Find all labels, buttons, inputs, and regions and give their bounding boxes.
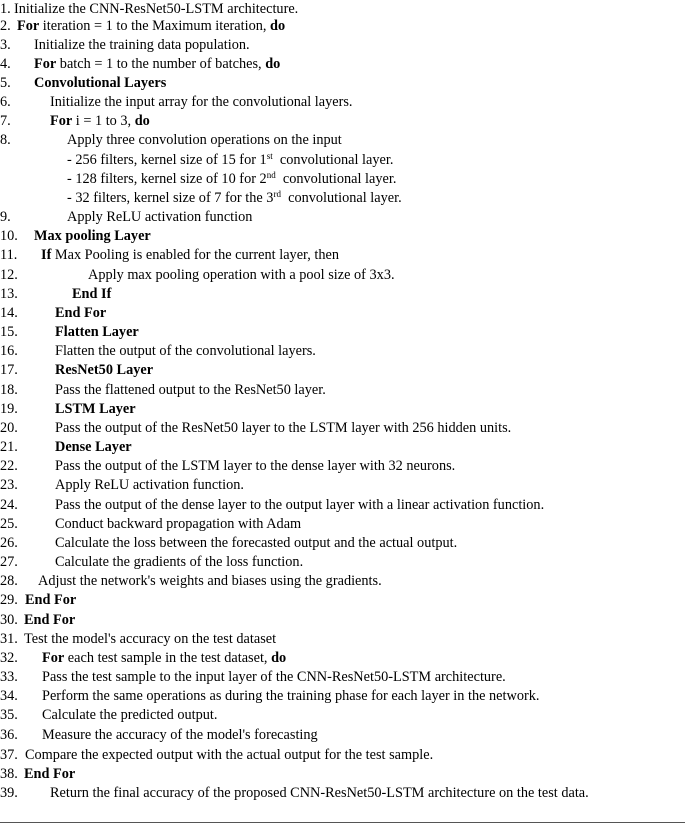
line-number: 27. <box>0 554 18 570</box>
line-text <box>55 476 244 495</box>
line-number: 7. <box>0 113 11 129</box>
ordinal-suffix: nd <box>266 170 276 180</box>
line-number: 9. <box>0 209 11 225</box>
text-segment: convolutional layer. <box>280 190 402 206</box>
keyword: ResNet50 Layer <box>55 362 154 378</box>
text-segment: Compare the expected output with the actual output for the test sample. <box>25 747 434 763</box>
text-segment: convolutional layer. <box>275 171 397 187</box>
line-number: 13. <box>0 286 18 302</box>
keyword: If <box>41 247 52 263</box>
line-number: 11. <box>0 247 18 263</box>
line-number: 22. <box>0 458 18 474</box>
line-text <box>55 457 455 476</box>
line-text <box>88 266 395 285</box>
keyword: End For <box>55 305 107 321</box>
line-number: 35. <box>0 707 18 723</box>
line-text <box>67 170 396 189</box>
keyword: do <box>271 650 287 666</box>
text-segment: - 32 filters, kernel size of 7 for the 3 <box>67 190 274 206</box>
line-text <box>42 706 217 725</box>
line-number: 33. <box>0 669 18 685</box>
text-segment: Return the final accuracy of the proposed CNN-ResNet50-LSTM architecture on the test data. <box>50 785 589 801</box>
line-text <box>55 496 544 515</box>
text-segment: Pass the test sample to the input layer of the CNN-ResNet50-LSTM architecture. <box>42 669 506 685</box>
line-number: 26. <box>0 535 18 551</box>
text-segment: Apply max pooling operation with a pool size of 3x3. <box>88 267 395 283</box>
text-segment: - 128 filters, kernel size of 10 for 2 <box>67 171 267 187</box>
line-number: 24. <box>0 497 18 513</box>
line-number: 34. <box>0 688 18 704</box>
text-segment: Apply ReLU activation function. <box>55 477 244 493</box>
line-text <box>42 649 286 668</box>
keyword: For <box>50 113 73 129</box>
line-text <box>55 323 139 342</box>
bottom-rule <box>0 822 685 823</box>
line-number: 2. <box>0 18 11 34</box>
line-number: 18. <box>0 382 18 398</box>
line-text <box>41 246 339 265</box>
line-text <box>55 553 303 572</box>
line-text <box>55 438 132 457</box>
line-number: 31. <box>0 631 18 647</box>
line-text <box>50 93 353 112</box>
line-text <box>17 17 285 36</box>
text-segment: Measure the accuracy of the model's forecasting <box>42 727 318 743</box>
line-text <box>42 687 539 706</box>
text-segment: Pass the output of the LSTM layer to the dense layer with 32 neurons. <box>55 458 456 474</box>
line-number: 17. <box>0 362 18 378</box>
text-segment: batch = 1 to the number of batches, <box>56 56 266 72</box>
keyword: For <box>17 18 40 34</box>
line-number: 3. <box>0 37 11 53</box>
line-number: 5. <box>0 75 11 91</box>
keyword: For <box>34 56 57 72</box>
line-text <box>34 227 151 246</box>
line-text <box>72 285 111 304</box>
keyword: End For <box>24 766 76 782</box>
line-number: 29. <box>0 592 18 608</box>
line-number: 8. <box>0 132 11 148</box>
line-number: 14. <box>0 305 18 321</box>
line-text <box>55 400 136 419</box>
line-number: 28. <box>0 573 18 589</box>
line-text <box>24 765 75 784</box>
text-segment: iteration = 1 to the Maximum iteration, <box>39 18 271 34</box>
line-text <box>24 611 75 630</box>
keyword: End If <box>72 286 112 302</box>
line-text <box>55 361 153 380</box>
line-number: 10. <box>0 228 18 244</box>
line-number: 1. <box>0 1 11 17</box>
line-number: 19. <box>0 401 18 417</box>
keyword: do <box>265 56 281 72</box>
keyword: LSTM Layer <box>55 401 136 417</box>
line-number: 4. <box>0 56 11 72</box>
text-segment: Apply three convolution operations on the input <box>67 132 342 148</box>
text-segment: Calculate the loss between the forecasted output and the actual output. <box>55 535 458 551</box>
line-text <box>67 151 393 170</box>
line-text <box>38 572 382 591</box>
text-segment: Initialize the CNN-ResNet50-LSTM architecture. <box>14 1 299 17</box>
text-segment: Pass the output of the ResNet50 layer to the LSTM layer with 256 hidden units. <box>55 420 512 436</box>
line-text <box>55 534 457 553</box>
line-number: 37. <box>0 747 18 763</box>
text-segment: Calculate the gradients of the loss function. <box>55 554 304 570</box>
text-segment: Flatten the output of the convolutional layers. <box>55 343 316 359</box>
line-number: 25. <box>0 516 18 532</box>
line-text <box>34 36 250 55</box>
text-segment: Apply ReLU activation function <box>67 209 253 225</box>
line-number: 20. <box>0 420 18 436</box>
line-number: 32. <box>0 650 18 666</box>
keyword: For <box>42 650 65 666</box>
text-segment: Pass the output of the dense layer to the output layer with a linear activation function. <box>55 497 545 513</box>
keyword: Convolutional Layers <box>34 75 167 91</box>
text-segment: i = 1 to 3, <box>72 113 135 129</box>
line-text <box>25 591 76 610</box>
text-segment: each test sample in the test dataset, <box>64 650 272 666</box>
line-number: 38. <box>0 766 18 782</box>
line-number: 16. <box>0 343 18 359</box>
text-segment: Initialize the training data population. <box>34 37 250 53</box>
text-segment: Test the model's accuracy on the test dataset <box>24 631 277 647</box>
line-text <box>42 668 506 687</box>
text-segment: convolutional layer. <box>272 152 394 168</box>
text-segment: Max Pooling is enabled for the current layer, then <box>51 247 339 263</box>
line-number: 12. <box>0 267 18 283</box>
line-text <box>50 784 589 803</box>
line-text <box>67 189 402 208</box>
keyword: End For <box>25 592 77 608</box>
ordinal-suffix: rd <box>273 189 281 199</box>
line-text <box>34 74 166 93</box>
text-segment: Initialize the input array for the convolutional layers. <box>50 94 353 110</box>
ordinal-suffix: st <box>266 151 273 161</box>
line-text <box>42 726 318 745</box>
line-text <box>55 304 106 323</box>
text-segment: Pass the flattened output to the ResNet50 layer. <box>55 382 326 398</box>
keyword: do <box>270 18 286 34</box>
line-text <box>25 746 433 765</box>
line-number: 39. <box>0 785 18 801</box>
line-text <box>67 208 252 227</box>
line-text <box>55 342 316 361</box>
keyword: Max pooling Layer <box>34 228 151 244</box>
line-text <box>55 515 301 534</box>
text-segment: - 256 filters, kernel size of 15 for 1 <box>67 152 267 168</box>
line-number: 36. <box>0 727 18 743</box>
keyword: do <box>134 113 150 129</box>
line-text <box>50 112 150 131</box>
line-text <box>24 630 276 649</box>
line-text <box>67 131 342 150</box>
line-text <box>55 419 511 438</box>
line-number: 21. <box>0 439 18 455</box>
line-number: 23. <box>0 477 18 493</box>
keyword: End For <box>24 612 76 628</box>
line-number: 15. <box>0 324 18 340</box>
text-segment: Calculate the predicted output. <box>42 707 218 723</box>
keyword: Dense Layer <box>55 439 132 455</box>
text-segment: Adjust the network's weights and biases using the gradients. <box>38 573 382 589</box>
line-text <box>55 381 326 400</box>
line-number: 30. <box>0 612 18 628</box>
text-segment: Perform the same operations as during the training phase for each layer in the network. <box>42 688 540 704</box>
keyword: Flatten Layer <box>55 324 139 340</box>
line-text <box>34 55 280 74</box>
line-number: 6. <box>0 94 11 110</box>
text-segment: Conduct backward propagation with Adam <box>55 516 302 532</box>
